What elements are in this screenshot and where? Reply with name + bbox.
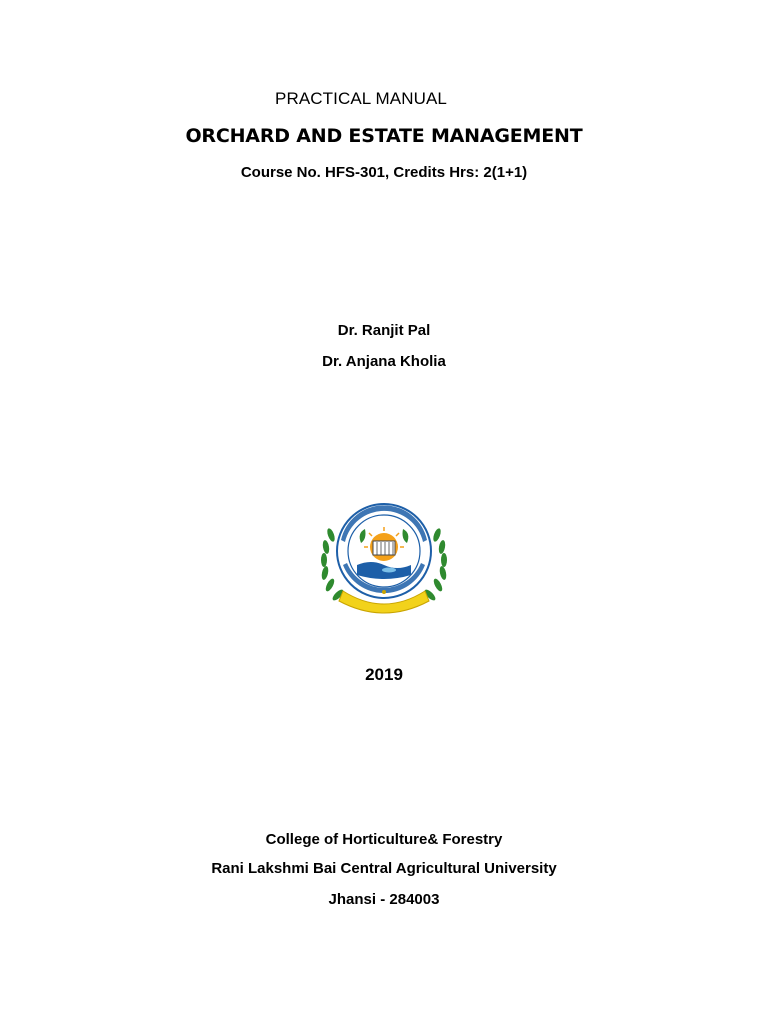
course-info: Course No. HFS-301, Credits Hrs: 2(1+1) [240,164,528,181]
building-icon [373,541,395,555]
author-name: Dr. Anjana Kholia [322,353,446,370]
college-name: College of Horticulture& Forestry [265,831,503,848]
university-name: Rani Lakshmi Bai Central Agricultural University [211,860,557,877]
document-label: PRACTICAL MANUAL [275,89,447,108]
document-title: ORCHARD AND ESTATE MANAGEMENT [185,125,583,147]
author-name: Dr. Ranjit Pal [337,322,431,339]
publication-year: 2019 [365,665,403,684]
address: Jhansi - 284003 [328,891,440,908]
fish-icon [382,568,396,573]
university-emblem-icon [313,495,455,617]
